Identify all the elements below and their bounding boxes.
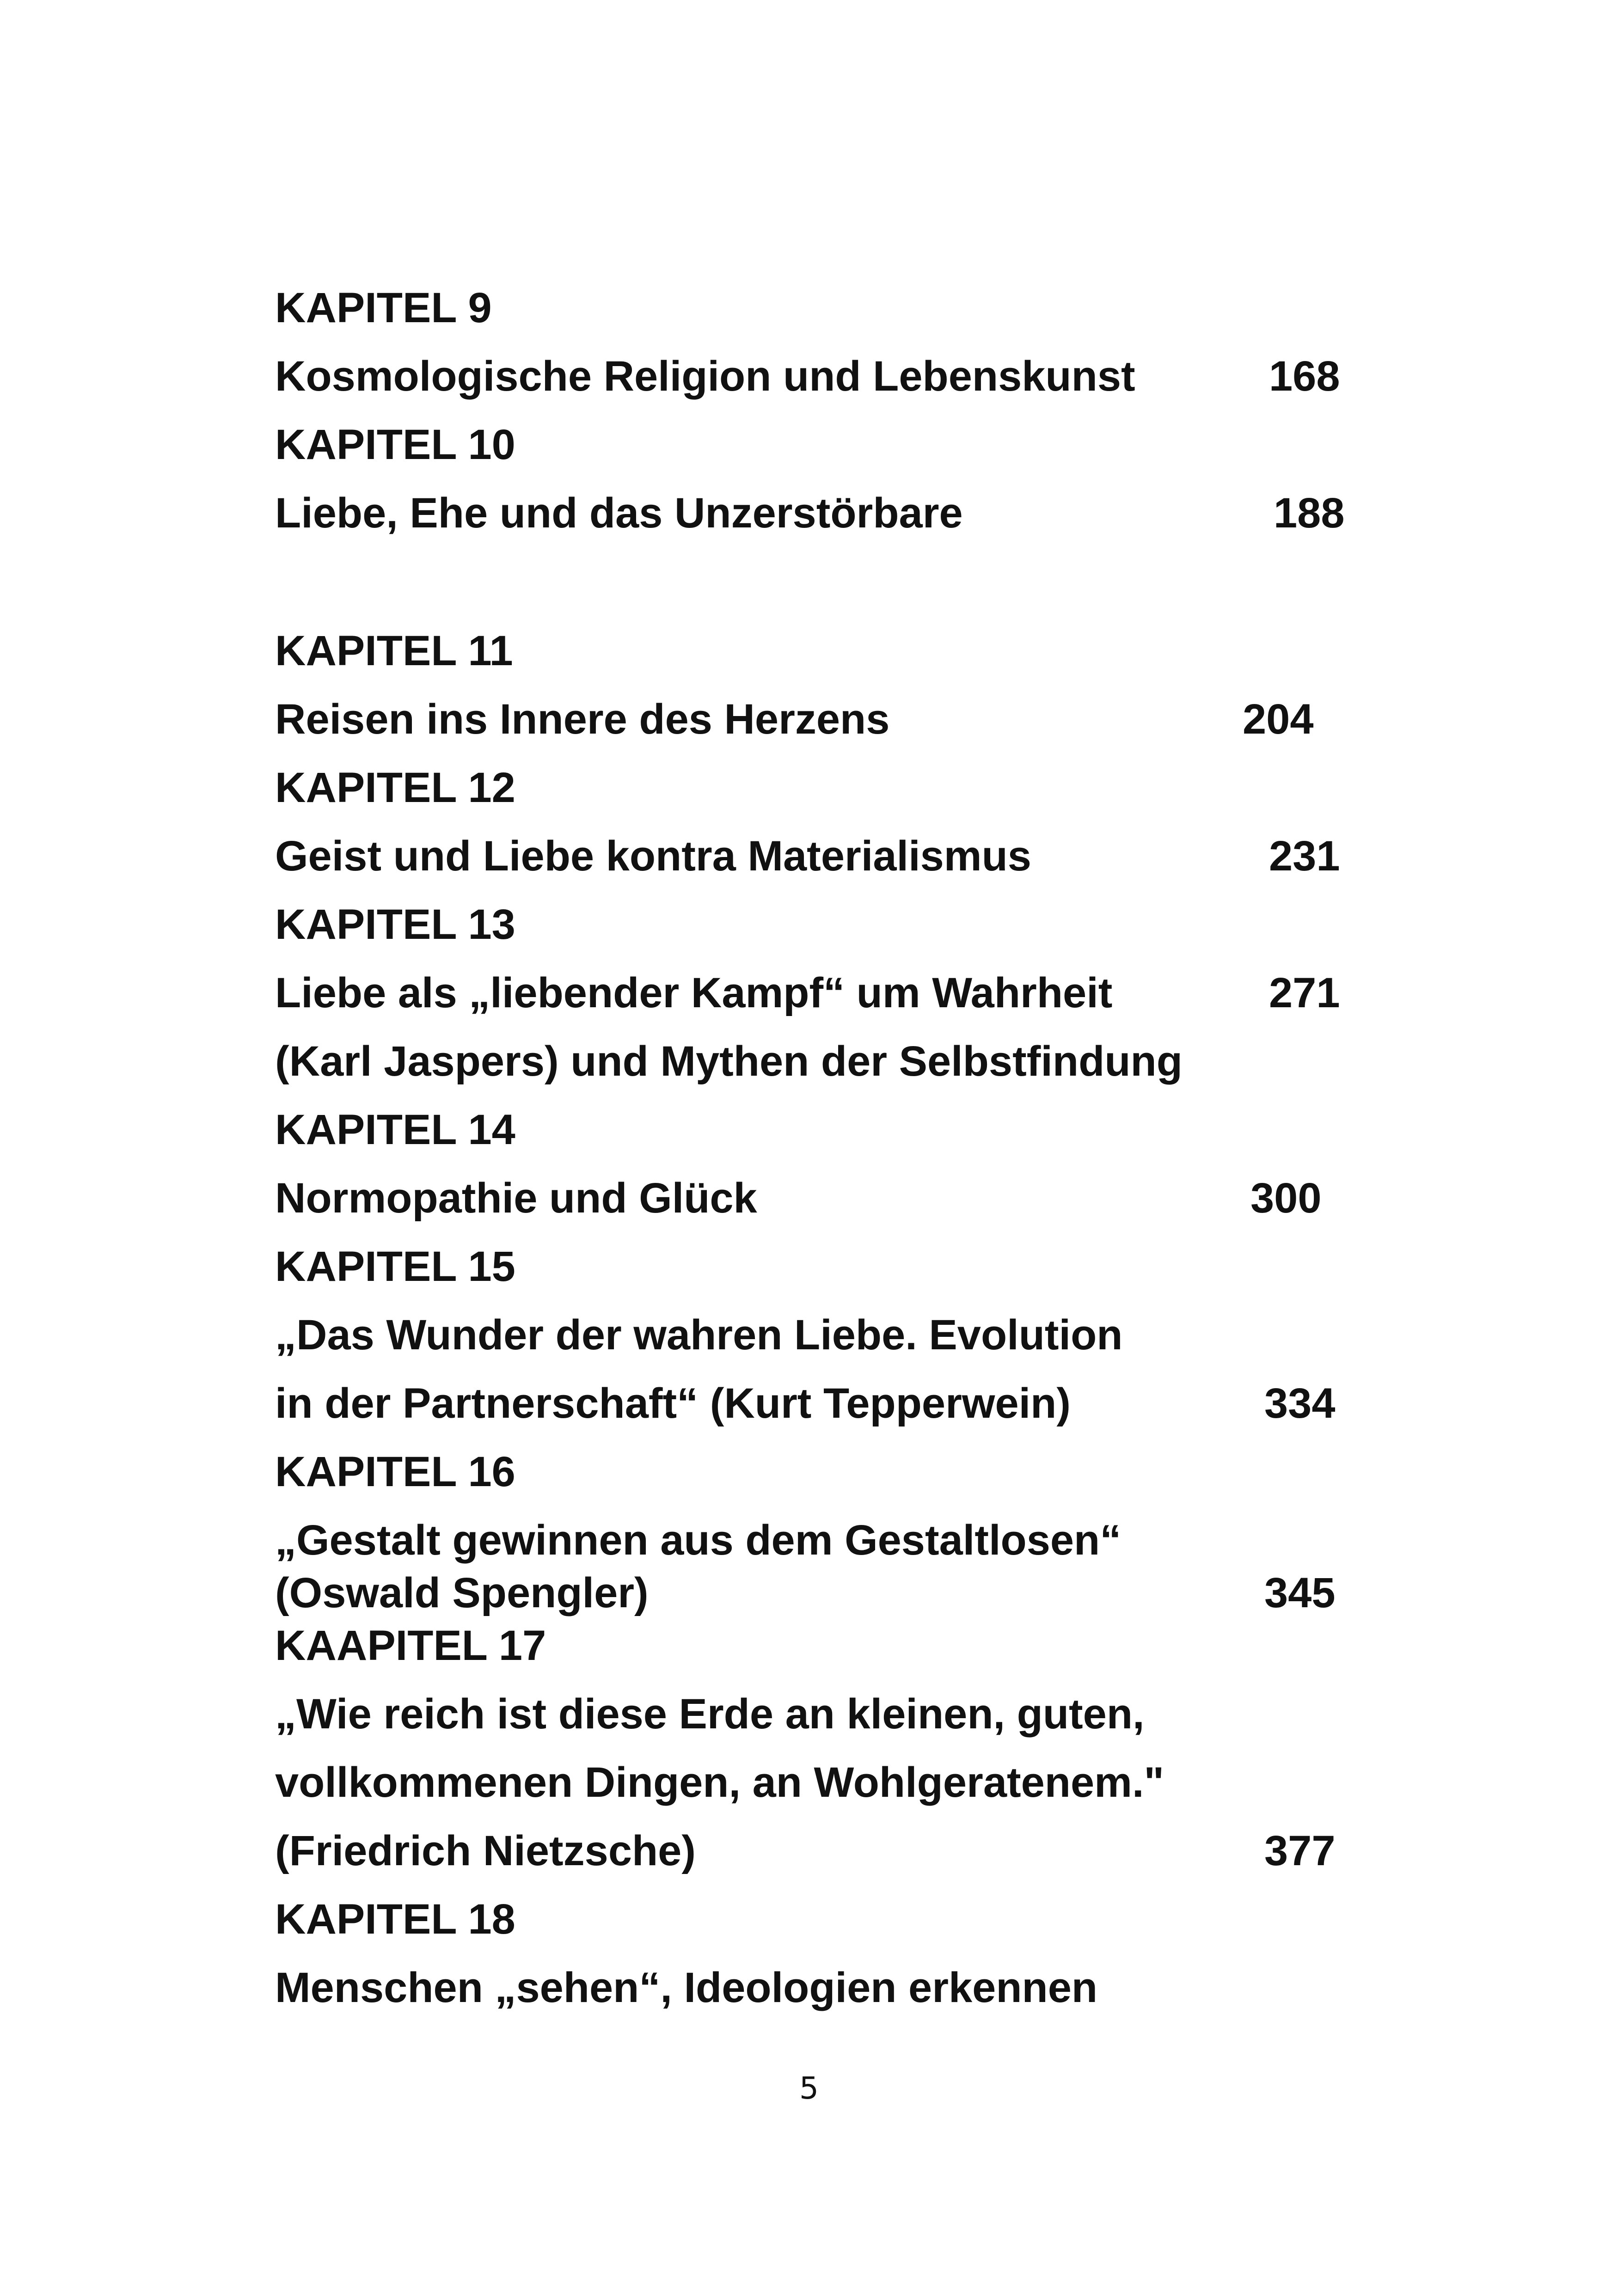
chapter-heading-10: KAPITEL 10 — [275, 421, 515, 468]
chapter-title-17-line-1: „Wie reich ist diese Erde an kleinen, guten, — [275, 1690, 1145, 1738]
chapter-title-10: Liebe, Ehe und das Unzerstörbare — [275, 490, 963, 537]
chapter-page-10: 188 — [1274, 490, 1345, 537]
chapter-page-12: 231 — [1269, 833, 1340, 880]
chapter-title-15-line-2: in der Partnerschaft“ (Kurt Tepperwein) — [275, 1380, 1071, 1427]
chapter-heading-14: KAPITEL 14 — [275, 1106, 515, 1153]
chapter-page-15: 334 — [1264, 1380, 1336, 1427]
chapter-heading-9: KAPITEL 9 — [275, 284, 492, 331]
chapter-heading-12: KAPITEL 12 — [275, 764, 515, 811]
chapter-heading-15: KAPITEL 15 — [275, 1243, 515, 1290]
chapter-title-13-line-2: (Karl Jaspers) und Mythen der Selbstfindung — [275, 1038, 1183, 1085]
chapter-title-17-line-2: vollkommenen Dingen, an Wohlgeratenem." — [275, 1759, 1164, 1806]
chapter-title-11: Reisen ins Innere des Herzens — [275, 696, 890, 743]
chapter-page-11: 204 — [1243, 696, 1314, 743]
chapter-title-16-line-1: „Gestalt gewinnen aus dem Gestaltlosen“ — [275, 1517, 1122, 1564]
chapter-title-12: Geist und Liebe kontra Materialismus — [275, 833, 1031, 880]
chapter-heading-16: KAPITEL 16 — [275, 1448, 515, 1495]
chapter-page-9: 168 — [1269, 353, 1340, 400]
chapter-title-15-line-1: „Das Wunder der wahren Liebe. Evolution — [275, 1311, 1123, 1359]
chapter-page-13: 271 — [1269, 969, 1340, 1016]
page-number: 5 — [799, 2070, 819, 2106]
chapter-title-17-line-3: (Friedrich Nietzsche) — [275, 1827, 696, 1874]
chapter-heading-13: KAPITEL 13 — [275, 901, 515, 948]
chapter-page-17: 377 — [1264, 1827, 1336, 1874]
chapter-heading-17: KAAPITEL 17 — [275, 1622, 546, 1669]
chapter-title-13-line-1: Liebe als „liebender Kampf“ um Wahrheit — [275, 969, 1113, 1016]
chapter-title-18: Menschen „sehen“, Ideologien erkennen — [275, 1964, 1098, 2011]
chapter-page-16: 345 — [1264, 1569, 1336, 1616]
chapter-page-14: 300 — [1250, 1175, 1322, 1222]
chapter-heading-11: KAPITEL 11 — [275, 627, 513, 674]
chapter-title-16-line-2: (Oswald Spengler) — [275, 1569, 649, 1616]
chapter-title-9: Kosmologische Religion und Lebenskunst — [275, 353, 1135, 400]
chapter-title-14: Normopathie und Glück — [275, 1175, 757, 1222]
chapter-heading-18: KAPITEL 18 — [275, 1896, 515, 1943]
